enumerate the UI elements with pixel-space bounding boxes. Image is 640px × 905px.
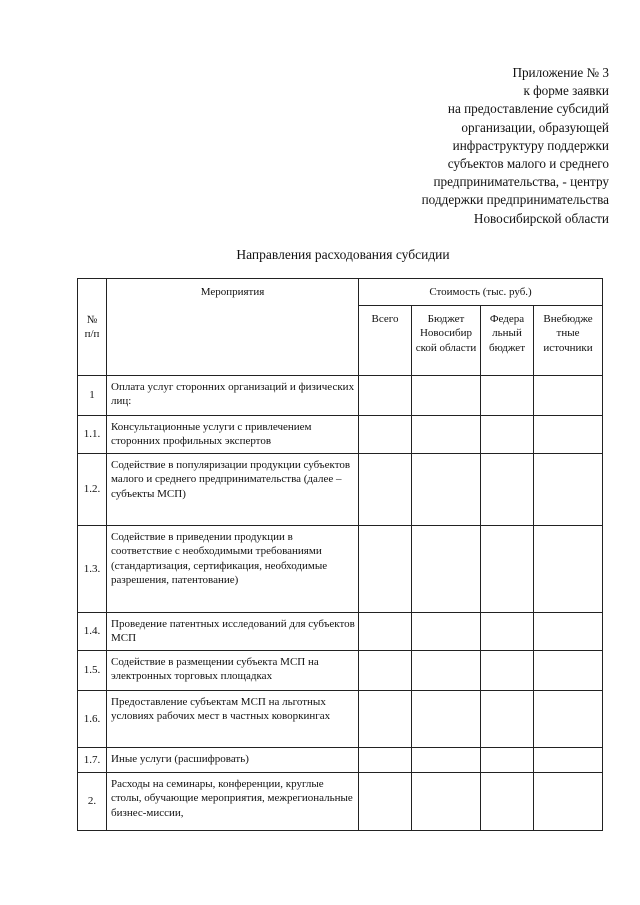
header-federal-budget: Федера льный бюджет — [481, 306, 534, 376]
row-activity: Содействие в популяризации продукции субъектов малого и среднего предпринимательства (далее – субъекты МСП) — [107, 454, 359, 526]
row-number: 1.1. — [78, 416, 107, 454]
row-number: 1.5. — [78, 651, 107, 691]
cell-extrabudget — [534, 691, 603, 748]
row-number: 1.4. — [78, 613, 107, 651]
appendix-line: организации, образующей — [461, 119, 609, 135]
row-activity: Содействие в приведении продукции в соответствие с необходимыми требованиями (стандартизация, сертификация, необходимые разрешения, патентование) — [107, 526, 359, 613]
cell-federal — [481, 613, 534, 651]
cell-regional — [412, 651, 481, 691]
cell-federal — [481, 651, 534, 691]
row-number: 1.6. — [78, 691, 107, 748]
appendix-line: субъектов малого и среднего — [447, 156, 609, 172]
table-row — [78, 454, 603, 526]
header-num: № п/п — [78, 279, 107, 376]
table-row — [78, 651, 603, 691]
row-activity: Консультационные услуги с привлечением сторонних профильных экспертов — [107, 416, 359, 454]
cell-federal — [481, 454, 534, 526]
row-number: 2. — [78, 773, 107, 831]
cell-regional — [412, 748, 481, 773]
cell-regional — [412, 691, 481, 748]
cell-total — [359, 748, 412, 773]
appendix-line: инфраструктуру поддержки — [452, 137, 609, 153]
table-row — [78, 526, 603, 613]
cell-extrabudget — [534, 454, 603, 526]
document-title: Направления расходования субсидии — [236, 247, 450, 262]
appendix-line: Приложение № 3 — [512, 65, 609, 80]
appendix-line: на предоставление субсидий — [447, 101, 609, 117]
appendix-header — [422, 64, 609, 228]
row-activity: Предоставление субъектам МСП на льготных условиях рабочих мест в частных коворкингах — [107, 691, 359, 748]
table-row — [78, 691, 603, 748]
table-row — [78, 416, 603, 454]
row-activity: Содействие в размещении субъекта МСП на электронных торговых площадках — [107, 651, 359, 691]
cell-regional — [412, 526, 481, 613]
row-activity: Расходы на семинары, конференции, круглые столы, обучающие мероприятия, межрегиональные бизнес-миссии, — [107, 773, 359, 831]
cell-federal — [481, 691, 534, 748]
cell-extrabudget — [534, 613, 603, 651]
header-regional-budget: Бюджет Новосибир ской области — [412, 306, 481, 376]
cell-extrabudget — [534, 526, 603, 613]
table-row — [78, 773, 603, 831]
expenses-table — [77, 278, 603, 831]
cell-regional — [412, 613, 481, 651]
appendix-line: Новосибирской области — [473, 210, 609, 226]
appendix-line: к форме заявки — [523, 83, 609, 99]
cell-extrabudget — [534, 773, 603, 831]
row-activity: Оплата услуг сторонних организаций и физических лиц: — [107, 376, 359, 416]
cell-federal — [481, 748, 534, 773]
cell-regional — [412, 416, 481, 454]
table-row — [78, 376, 603, 416]
cell-federal — [481, 416, 534, 454]
cell-regional — [412, 454, 481, 526]
cell-federal — [481, 526, 534, 613]
row-number: 1.3. — [78, 526, 107, 613]
header-extrabudget: Внебюдже тные источники — [534, 306, 603, 376]
header-cost: Стоимость (тыс. руб.) — [359, 279, 603, 306]
row-number: 1 — [78, 376, 107, 416]
cell-extrabudget — [534, 651, 603, 691]
cell-total — [359, 416, 412, 454]
row-activity: Иные услуги (расшифровать) — [107, 748, 359, 773]
cell-extrabudget — [534, 748, 603, 773]
cell-total — [359, 613, 412, 651]
appendix-line: поддержки предпринимательства — [421, 192, 609, 208]
cell-federal — [481, 773, 534, 831]
cell-total — [359, 376, 412, 416]
cell-total — [359, 454, 412, 526]
cell-total — [359, 691, 412, 748]
cell-total — [359, 773, 412, 831]
header-activity: Мероприятия — [107, 279, 359, 376]
appendix-line: предпринимательства, - центру — [433, 174, 609, 190]
header-total: Всего — [359, 306, 412, 376]
row-activity: Проведение патентных исследований для субъектов МСП — [107, 613, 359, 651]
table-header-row — [78, 279, 603, 306]
row-number: 1.7. — [78, 748, 107, 773]
cell-federal — [481, 376, 534, 416]
cell-extrabudget — [534, 416, 603, 454]
cell-total — [359, 526, 412, 613]
table-row — [78, 613, 603, 651]
cell-extrabudget — [534, 376, 603, 416]
cell-total — [359, 651, 412, 691]
cell-regional — [412, 773, 481, 831]
row-number: 1.2. — [78, 454, 107, 526]
cell-regional — [412, 376, 481, 416]
table-row — [78, 748, 603, 773]
